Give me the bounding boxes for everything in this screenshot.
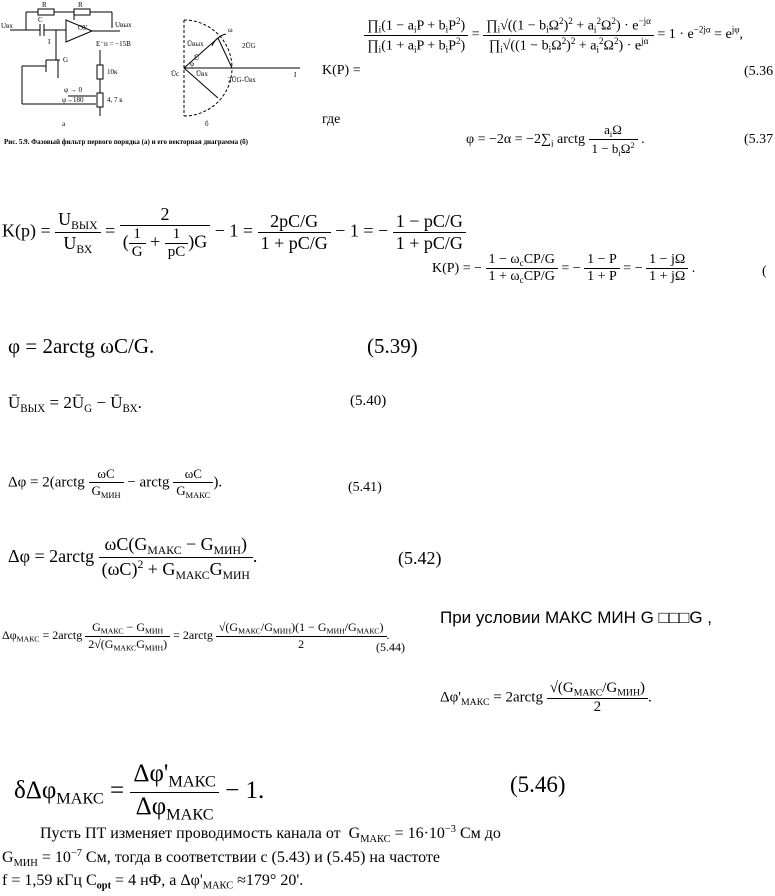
- equation-5-40: $Ū_{ВЫХ}$ = $2Ū_G$ − $Ū_{ВХ}$.: [8, 393, 142, 415]
- label-supply: E⁻п = −15В: [96, 40, 131, 48]
- label-b: б: [205, 120, 209, 128]
- label-uvx: Uвх: [1, 22, 13, 30]
- label-c: C: [38, 16, 43, 24]
- paragraph-line-2: $G_{МИН} = 10^{-7}$ См, тогда в соответствии с (5.43) и (5.45) на частоте: [2, 848, 441, 869]
- eq-number-5-41: (5.41): [348, 480, 382, 495]
- equation-5-42: Δφ = 2arctg $\frac{\omega C(G_{МАКС} - G_{МИН})}{(\omega C)^2 + G_{МАКС}G_{МИН}}$ .: [8, 534, 258, 583]
- label-a: а: [62, 120, 66, 128]
- equation-k-p-2: K(P) = − $\frac{1 - \omega_cCP/G}{1 + \omega_cCP/G}$ = − $\frac{1 - P}{1 + P}$ = − $\frac{1 - j\Omega}{1 + j\Omega}$ .: [432, 252, 696, 286]
- label-phi180: φ→180: [62, 96, 84, 104]
- label-ug: Ū: [194, 54, 200, 62]
- equation-5-41: Δφ = 2(arctg $\frac{\omega C}{G_{МИН}}$ − arctg $\frac{\omega C}{G_{МАКС}}$ ).: [8, 466, 223, 500]
- equation-5-36: K(P) = $\frac{\prod_i(1 - a_iP + b_iP^2)}{\prod_i(1 + a_iP + b_iP^2)}$ = $\frac{\prod_i√((1 - b_i\Omega^2)^2 + a_i^2\Omega^2) \cdot e^{-j\alpha}}{\prod_i√((1 - b_i\Omega^2)^2 + a_i^2\Omega^2) \cdot e^{j\alpha}}$ = $1 \cdot e^{-2j\alpha} = e^{j\varphi}$,: [322, 16, 744, 79]
- equation-5-39: φ = 2arctg ωC/G.: [8, 334, 155, 358]
- label-g: G: [63, 56, 69, 64]
- eq-number-5-39: (5.39): [367, 334, 418, 358]
- equation-5-44: $\Delta\varphi_{МАКС}$ = 2arctg $\frac{G_{МАКС} - G_{МИН}}{2√(G_{МАКС}G_{МИН})}$ = 2arctg $\frac{√(G_{МАКС}/G_{МИН})(1 - G_{МИН}/G_{МАКС})}{2}$ .: [2, 620, 390, 653]
- label-two-ug: 2ŪG: [242, 42, 256, 50]
- equation-k-p: K(p) = $\frac{U_{ВЫХ}}{U_{ВХ}}$ = 2 ( $\frac{1}{G}$ + $\frac{1}{pC}$ )G − 1 = $\frac{2pC/G}{1 + pC/G}$ − 1 = − $\frac{1 - pC/G}{1 + pC/G}$: [2, 204, 466, 261]
- equation-5-46: δΔφ$_{МАКС}$ = $\frac{\Delta\varphi'_{МАКС}}{\Delta\varphi_{МАКС}}$ − 1.: [14, 760, 265, 824]
- eq-number-5-36: (5.36: [744, 64, 774, 79]
- eq-number-5-40: (5.40): [350, 393, 387, 409]
- eq-number-5-46: (5.46): [510, 772, 566, 797]
- eq-number-5-38: (: [762, 264, 767, 279]
- eq-number-5-42: (5.42): [398, 548, 442, 568]
- label-res-bot: 4, 7 к: [107, 96, 123, 104]
- paragraph-line-3: f = 1,59 кГц $C_{opt} = 4$ нФ, а $\Delta\varphi'_{МАКС} \approx 179^\circ$ 20'.: [2, 872, 304, 892]
- label-r1: R: [42, 1, 47, 9]
- eq-number-5-37: (5.37: [744, 132, 774, 147]
- label-uvyx: Uвых: [115, 21, 132, 29]
- paragraph-line-1: Пусть ПТ изменяет проводимость канала от $G_{МАКС} = 16\cdot 10^{-3}$ См до: [40, 824, 501, 845]
- label-diff: 2ŪG-Ūвх: [228, 76, 256, 84]
- vector-diagram: [160, 0, 305, 135]
- label-r2: R: [78, 1, 83, 9]
- label-phi0: φ → 0: [64, 86, 83, 94]
- label-i-axis: I: [294, 71, 297, 79]
- label-omega: ω: [228, 26, 233, 34]
- equation-5-37: $\varphi = -2\alpha = -2\sum_i$ arctg $\frac{a_i\Omega}{1 - b_i\Omega^2}$ .: [466, 122, 645, 158]
- label-uc: Ūc: [171, 70, 180, 78]
- label-res-top: 10к: [107, 68, 118, 76]
- figure-caption: Рис. 5.9. Фазовый фильтр первого порядка (а) и его векторная диаграмма (б): [4, 138, 248, 146]
- equation-5-45: $\Delta\varphi'_{МАКС}$ = 2arctg $\frac{√(G_{МАКС}/G_{МИН})}{2}$ .: [440, 680, 652, 716]
- eq-number-5-44: (5.44): [376, 640, 405, 654]
- circuit-diagram: [0, 0, 150, 135]
- label-opamp: ОУ: [78, 24, 88, 32]
- word-gde: где: [322, 112, 341, 127]
- label-i: I: [48, 38, 51, 46]
- label-u-in: Ūвх: [196, 70, 208, 78]
- label-u-out: Ūвых: [187, 40, 204, 48]
- label-phi: φ: [190, 60, 195, 68]
- condition-text: При условии МАКС МИН G □□□G ,: [440, 608, 713, 627]
